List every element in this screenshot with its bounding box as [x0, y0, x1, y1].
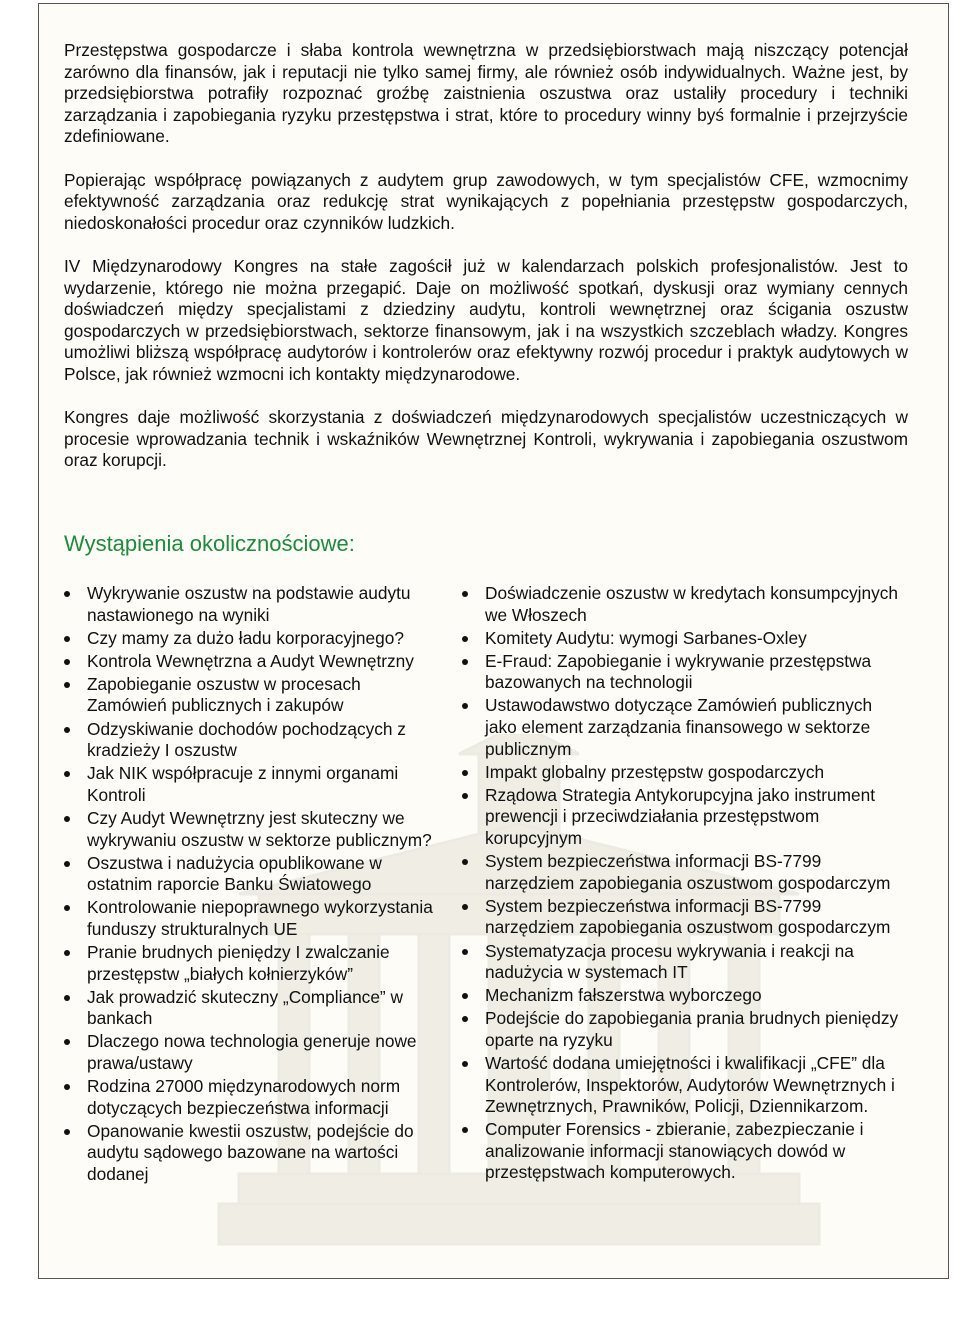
bullet-icon — [64, 905, 70, 911]
bullet-icon — [462, 1016, 468, 1022]
list-item: Doświadczenie oszustw w kredytach konsumpcyjnych we Włoszech — [462, 583, 902, 626]
paragraph-1: Przestępstwa gospodarcze i słaba kontrola wewnętrzna w przedsiębiorstwach mają niszczący potencjał zarówno dla finansów, jak i reputacji nie tylko samej firmy, ale również osób indywidualnych. Ważne jest, by przedsiębiorstwa potrafiły rozpoznać groźbę zaistnienia oszustwa oraz ustaliły procedury i techniki zarządzania i zapobiegania ryzyku przestępstwa i strat, które to procedury winny byś formalnie i przejrzyście zdefiniowane. — [64, 40, 908, 147]
list-item: Czy mamy za dużo ładu korporacyjnego? — [64, 628, 444, 650]
bullet-icon — [462, 659, 468, 665]
list-item: System bezpieczeństwa informacji BS-7799 narzędziem zapobiegania oszustwom gospodarczym — [462, 851, 902, 894]
bullet-icon — [64, 727, 70, 733]
bullet-icon — [462, 591, 468, 597]
list-item: Wartość dodana umiejętności i kwalifikacji „CFE” dla Kontrolerów, Inspektorów, Audytorów Wewnętrznych i Zewnętrznych, Prawników, Policji, Dziennikarzom. — [462, 1053, 902, 1118]
bullet-icon — [462, 1127, 468, 1133]
bullet-icon — [462, 993, 468, 999]
bullet-icon — [64, 861, 70, 867]
list-item: Jak NIK współpracuje z innymi organami Kontroli — [64, 763, 444, 806]
bullet-icon — [64, 771, 70, 777]
list-item: Pranie brudnych pieniędzy I zwalczanie przestępstw „białych kołnierzyków” — [64, 942, 444, 985]
bullet-icon — [64, 1129, 70, 1135]
list-item: Wykrywanie oszustw na podstawie audytu nastawionego na wyniki — [64, 583, 444, 626]
intro-text — [64, 40, 908, 493]
bullet-icon — [64, 591, 70, 597]
list-item: Rządowa Strategia Antykorupcyjna jako instrument prewencji i przeciwdziałania przestępstwom korupcyjnym — [462, 785, 902, 850]
bullet-icon — [64, 1039, 70, 1045]
paragraph-4: Kongres daje możliwość skorzystania z doświadczeń międzynarodowych specjalistów uczestniczących w procesie wprowadzania technik i wskaźników Wewnętrznej Kontroli, wykrywania i zapobiegania oszustwom oraz korupcji. — [64, 407, 908, 471]
list-item: Kontrolowanie niepoprawnego wykorzystania funduszy strukturalnych UE — [64, 897, 444, 940]
list-item: Jak prowadzić skuteczny „Compliance” w bankach — [64, 987, 444, 1030]
list-item: Podejście do zapobiegania prania brudnych pieniędzy oparte na ryzyku — [462, 1008, 902, 1051]
bullet-icon — [64, 1084, 70, 1090]
list-item: Opanowanie kwestii oszustw, podejście do audytu sądowego bazowane na wartości dodanej — [64, 1121, 444, 1186]
list-item: Computer Forensics - zbieranie, zabezpieczanie i analizowanie informacji stanowiących dowód w przestępstwach komputerowych. — [462, 1119, 902, 1184]
list-item: Systematyzacja procesu wykrywania i reakcji na nadużycia w systemach IT — [462, 941, 902, 984]
bullet-icon — [462, 859, 468, 865]
bullet-icon — [462, 1061, 468, 1067]
bullet-icon — [64, 659, 70, 665]
section-heading: Wystąpienia okolicznościowe: — [64, 531, 355, 556]
list-item: Oszustwa i nadużycia opublikowane w ostatnim raporcie Banku Światowego — [64, 853, 444, 896]
list-item: E-Fraud: Zapobieganie i wykrywanie przestępstwa bazowanych na technologii — [462, 651, 902, 694]
bullet-icon — [462, 770, 468, 776]
bullet-icon — [462, 904, 468, 910]
bullet-icon — [462, 949, 468, 955]
list-item: Impakt globalny przestępstw gospodarczych — [462, 762, 902, 784]
list-item: Mechanizm fałszerstwa wyborczego — [462, 985, 902, 1007]
right-topic-list — [462, 583, 902, 1186]
list-item: Czy Audyt Wewnętrzny jest skuteczny we wykrywaniu oszustw w sektorze publicznym? — [64, 808, 444, 851]
list-item: Kontrola Wewnętrzna a Audyt Wewnętrzny — [64, 651, 444, 673]
paragraph-3: IV Międzynarodowy Kongres na stałe zagościł już w kalendarzach polskich profesjonalistów. Jest to wydarzenie, którego nie można przegapić. Daje on możliwość spotkań, dyskusji oraz wymiany cennych doświadczeń między specjalistami z dziedziny audytu, kontroli wewnętrznej oraz ścigania oszustw gospodarczych w przedsiębiorstwach, sektorze finansowym, jak i na wszystkich szczeblach władzy. Kongres umożliwi bliższą współpracę audytorów i kontrolerów oraz efektywny rozwój procedur i praktyk audytowych w Polsce, jak również wzmocni ich kontakty międzynarodowe. — [64, 255, 908, 384]
list-item: Rodzina 27000 międzynarodowych norm dotyczących bezpieczeństwa informacji — [64, 1076, 444, 1119]
list-item: System bezpieczeństwa informacji BS-7799 narzędziem zapobiegania oszustwom gospodarczym — [462, 896, 902, 939]
bullet-icon — [64, 995, 70, 1001]
list-item: Odzyskiwanie dochodów pochodzących z kradzieży I oszustw — [64, 719, 444, 762]
list-item: Komitety Audytu: wymogi Sarbanes-Oxley — [462, 628, 902, 650]
bullet-icon — [462, 793, 468, 799]
bullet-icon — [462, 636, 468, 642]
bullet-icon — [462, 703, 468, 709]
list-item: Zapobieganie oszustw w procesach Zamówień publicznych i zakupów — [64, 674, 444, 717]
list-item: Ustawodawstwo dotyczące Zamówień publicznych jako element zarządzania finansowego w sektorze publicznym — [462, 695, 902, 760]
left-topic-list — [64, 583, 444, 1187]
bullet-icon — [64, 816, 70, 822]
bullet-icon — [64, 636, 70, 642]
list-item: Dlaczego nowa technologia generuje nowe prawa/ustawy — [64, 1031, 444, 1074]
bullet-icon — [64, 682, 70, 688]
bullet-icon — [64, 950, 70, 956]
paragraph-2: Popierając współpracę powiązanych z audytem grup zawodowych, w tym specjalistów CFE, wzmocnimy efektywność zarządzania oraz redukcję strat wynikających z popełniania przestępstw gospodarczych, niedoskonałości procedur oraz czynników ludzkich. — [64, 169, 908, 233]
